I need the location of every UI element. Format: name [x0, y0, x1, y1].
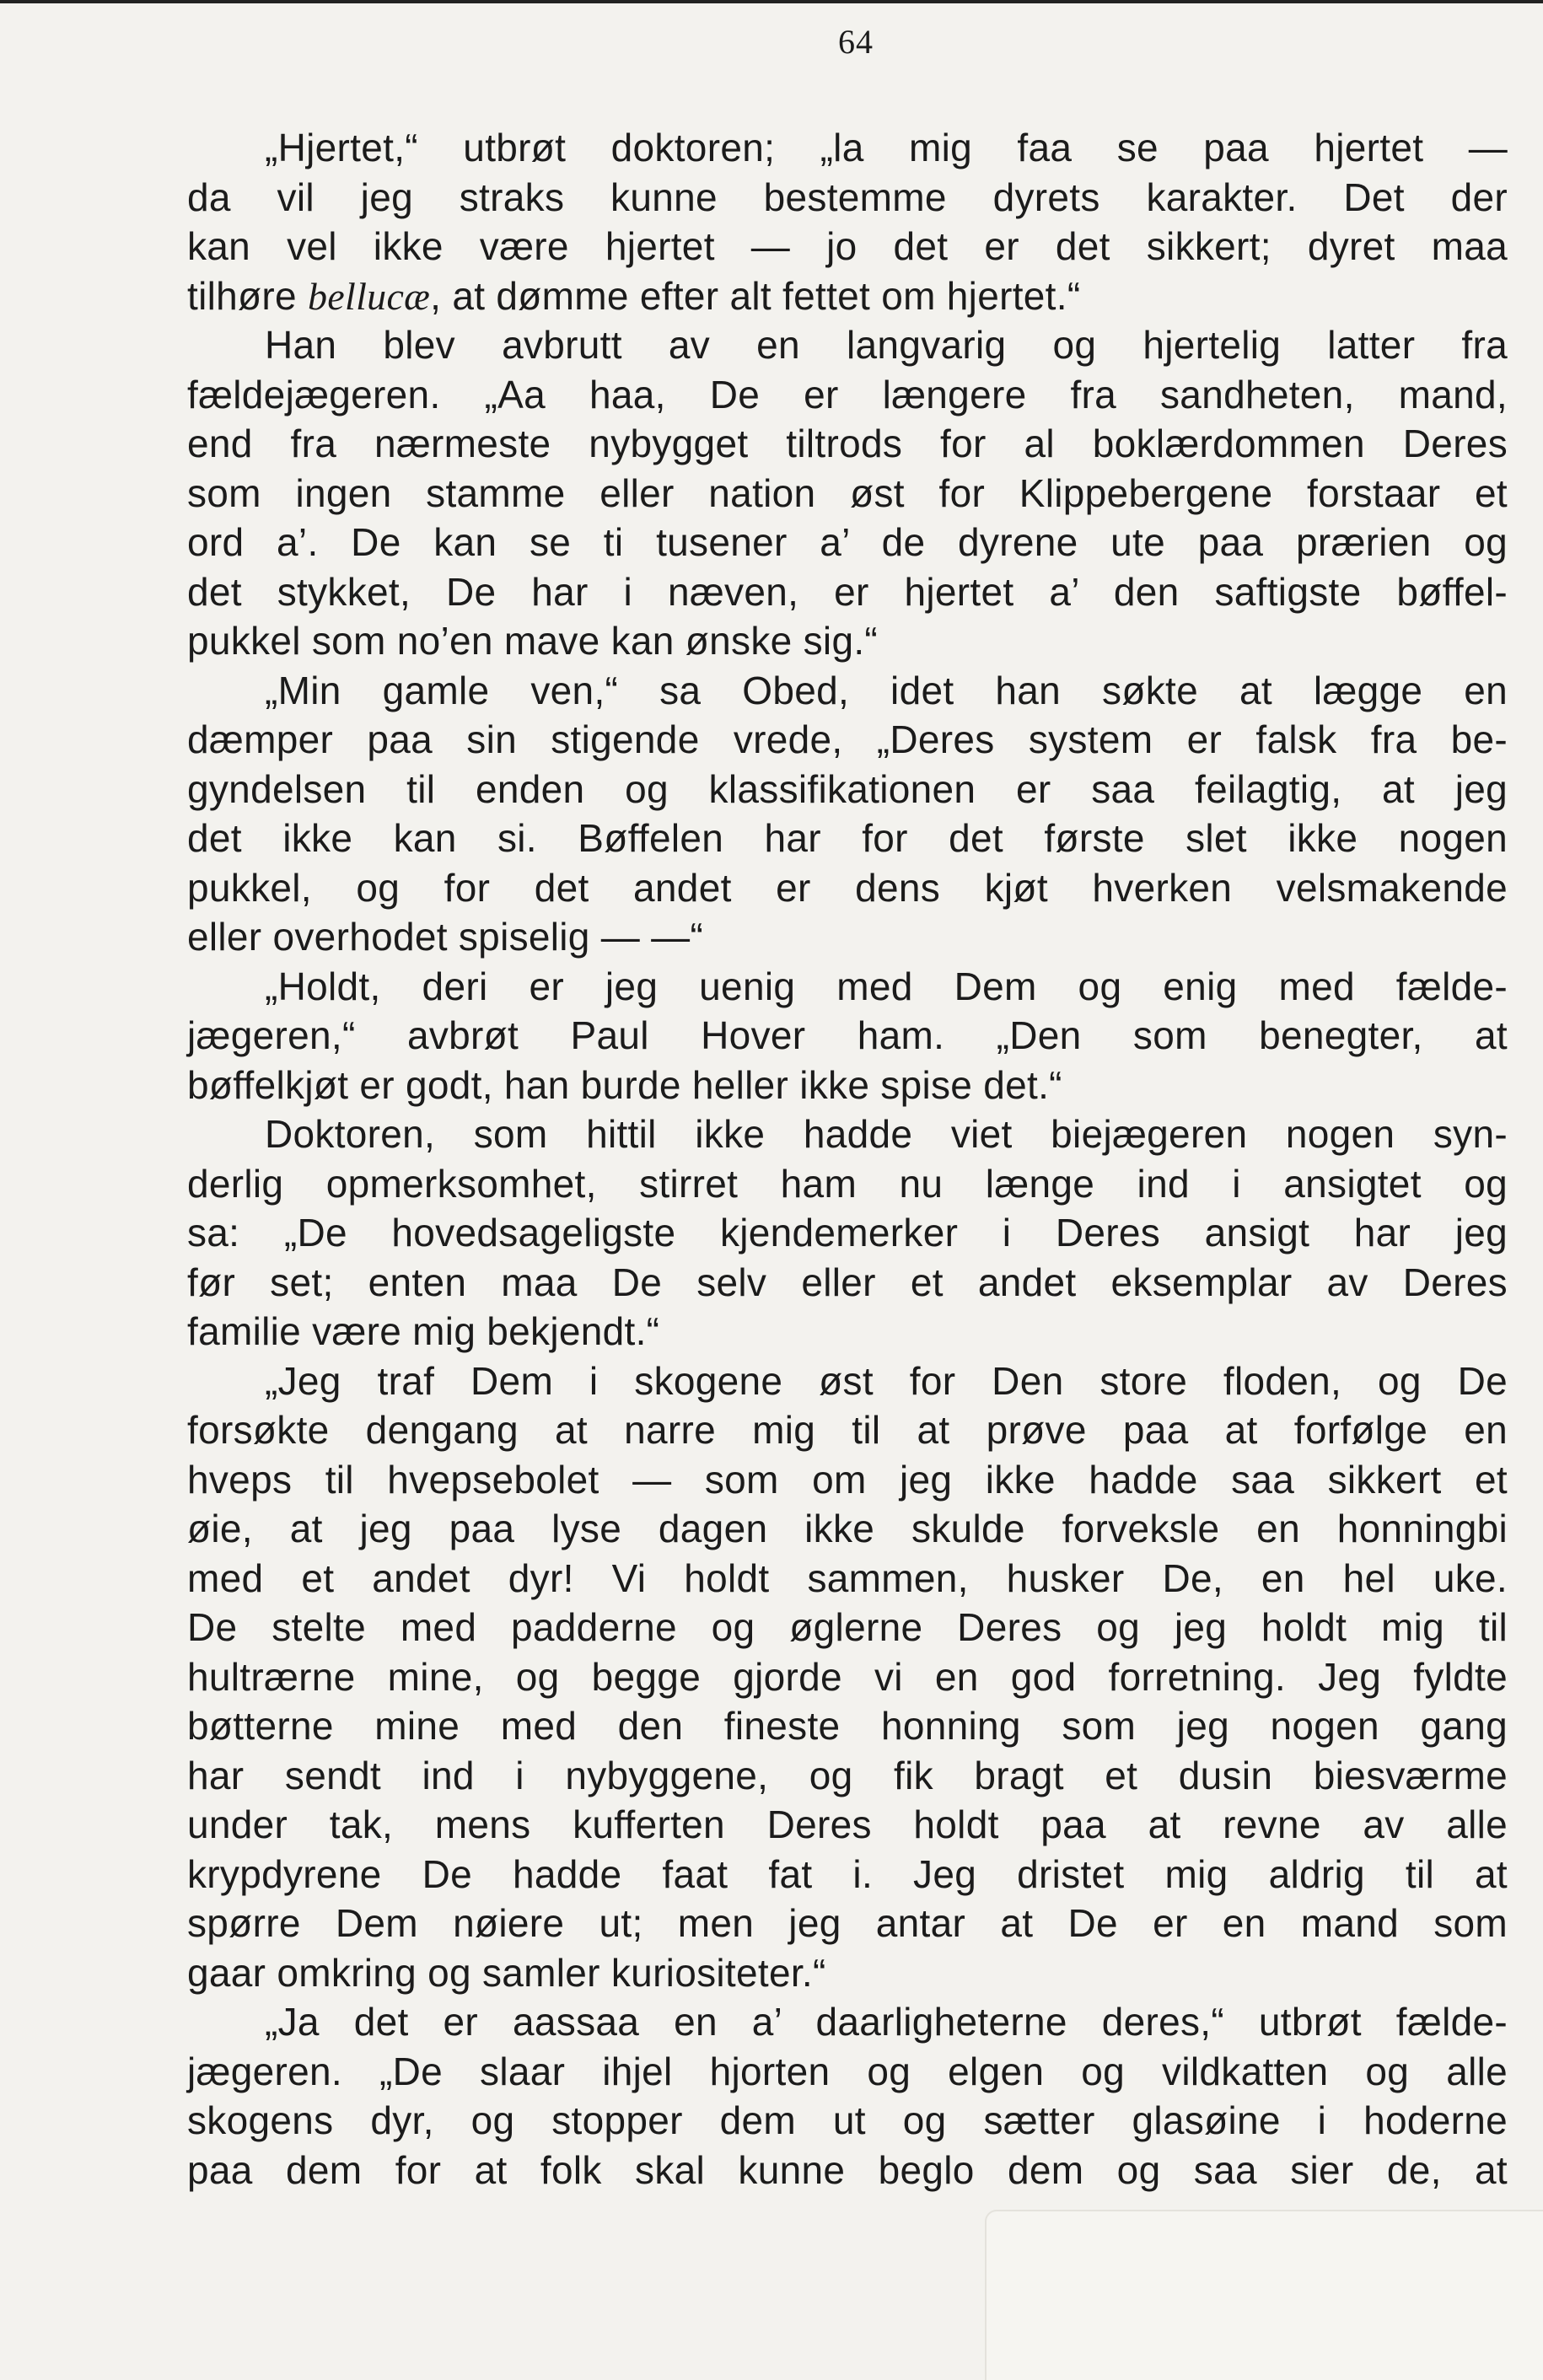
text-line: forsøkte dengang at narre mig til at prøve paa at forfølge en: [187, 1408, 1508, 1452]
text-line: jægeren,“ avbrøt Paul Hover ham. „Den som benegter, at: [187, 1013, 1508, 1057]
text-line: „Holdt, deri er jeg uenig med Dem og enig med fælde-: [265, 964, 1508, 1008]
text-line: gaar omkring og samler kuriositeter.“: [187, 1950, 826, 1995]
text-line: under tak, mens kufferten Deres holdt paa at revne av alle: [187, 1802, 1508, 1846]
text-line: end fra nærmeste nybygget tiltrods for al boklærdommen Deres: [187, 422, 1508, 465]
text-line: jægeren. „De slaar ihjel hjorten og elgen og vildkatten og alle: [187, 2049, 1508, 2093]
page-corner-mark: [985, 2210, 1543, 2380]
text-line: ord a’. De kan se ti tusener a’ de dyrene ute paa prærien og: [187, 520, 1508, 564]
text-line: derlig opmerksomhet, stirret ham nu længe ind i ansigtet og: [187, 1161, 1508, 1206]
text-line: Han blev avbrutt av en langvarig og hjertelig latter fra: [265, 323, 1508, 367]
text-line: med et andet dyr! Vi holdt sammen, husker De, en hel uke.: [187, 1555, 1508, 1600]
text-line: sa: „De hovedsageligste kjendemerker i Deres ansigt har jeg: [187, 1211, 1508, 1254]
text-line: „Ja det er aassaa en a’ daarligheterne deres,“ utbrøt fælde-: [265, 2000, 1508, 2044]
text-line: skogens dyr, og stopper dem ut og sætter glasøine i hoderne: [187, 2098, 1508, 2142]
text-line: øie, at jeg paa lyse dagen ikke skulde forveksle en honningbi: [187, 1507, 1508, 1550]
text-line: før set; enten maa De selv eller et andet eksemplar av Deres: [187, 1260, 1508, 1304]
text-line: det ikke kan si. Bøffelen har for det første slet ikke nogen: [187, 816, 1508, 860]
text-line: paa dem for at folk skal kunne beglo dem og saa sier de, at: [187, 2147, 1508, 2192]
text-line: „Hjertet,“ utbrøt doktoren; „la mig faa se paa hjertet —: [265, 126, 1508, 169]
text-line: da vil jeg straks kunne bestemme dyrets karakter. Det der: [187, 175, 1508, 219]
text-line: tilhøre bellucæ, at dømme efter alt fettet om hjertet.“: [187, 273, 1081, 318]
text-line: spørre Dem nøiere ut; men jeg antar at De er en mand som: [187, 1901, 1508, 1945]
text-line: fældejægeren. „Aa haa, De er længere fra sandheten, mand,: [187, 372, 1508, 416]
text-line: pukkel, og for det andet er dens kjøt hverken velsmakende: [187, 865, 1508, 910]
text-line: bøtterne mine med den fineste honning som jeg nogen gang: [187, 1704, 1508, 1748]
text-line: dæmper paa sin stigende vrede, „Deres system er falsk fra be-: [187, 717, 1508, 761]
text-line: eller overhodet spiselig — —“: [187, 915, 704, 959]
text-line: som ingen stamme eller nation øst for Klippebergene forstaar et: [187, 470, 1508, 515]
text-line: hultrærne mine, og begge gjorde vi en god forretning. Jeg fyldte: [187, 1654, 1508, 1699]
italic-term: bellucæ: [307, 274, 431, 318]
page-number: 64: [838, 23, 874, 61]
text-line: „Jeg traf Dem i skogene øst for Den store floden, og De: [265, 1358, 1508, 1403]
text-line: hveps til hvepsebolet — som om jeg ikke hadde saa sikkert et: [187, 1457, 1508, 1502]
text-line: kan vel ikke være hjertet — jo det er det sikkert; dyret maa: [187, 224, 1508, 268]
text-line: familie være mig bekjendt.“: [187, 1309, 660, 1353]
text-line: bøffelkjøt er godt, han burde heller ikke spise det.“: [187, 1062, 1062, 1107]
book-text-body: [187, 123, 1508, 2195]
text-line: har sendt ind i nybyggene, og fik bragt et dusin biesværme: [187, 1753, 1508, 1797]
text-line: De stelte med padderne og øglerne Deres og jeg holdt mig til: [187, 1605, 1508, 1649]
page-top-border: [0, 0, 1543, 3]
text-line: det stykket, De har i næven, er hjertet a’ den saftigste bøffel-: [187, 569, 1508, 614]
text-line: pukkel som no’en mave kan ønske sig.“: [187, 619, 879, 663]
text-line: krypdyrene De hadde faat fat i. Jeg dristet mig aldrig til at: [187, 1851, 1508, 1896]
text-line: „Min gamle ven,“ sa Obed, idet han søkte at lægge en: [265, 668, 1508, 712]
text-line: gyndelsen til enden og klassifikationen er saa feilagtig, at jeg: [187, 766, 1508, 811]
text-line: Doktoren, som hittil ikke hadde viet biejægeren nogen syn-: [265, 1112, 1508, 1156]
